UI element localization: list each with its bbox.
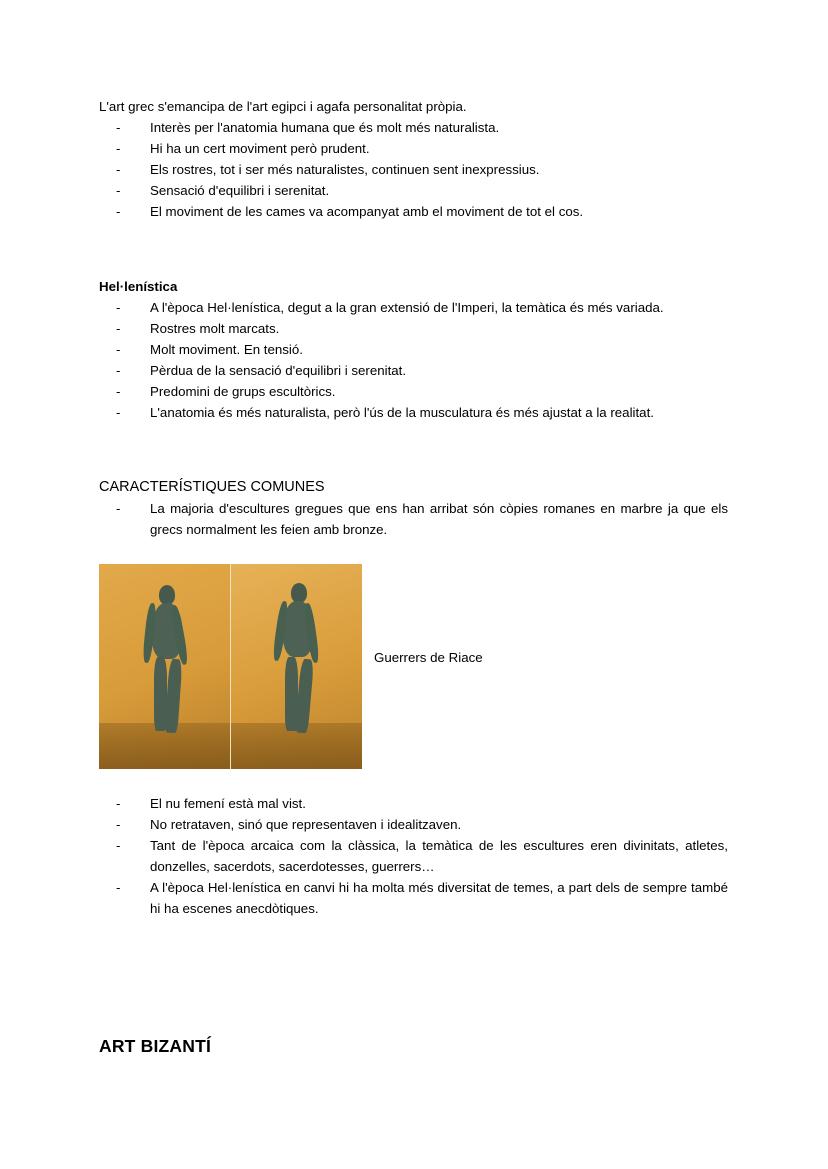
list-item-text: La majoria d'escultures gregues que ens han arribat són còpies romanes en marbre ja que els grecs normalment les feien amb bronze. <box>150 501 728 537</box>
list-item-text: Hi ha un cert moviment però prudent. <box>150 141 370 156</box>
section-title-common: CARACTERÍSTIQUES COMUNES <box>99 479 325 495</box>
list-item <box>99 360 728 381</box>
list-item-text: A l'època Hel·lenística, degut a la gran extensió de l'Imperi, la temàtica és més variada. <box>150 300 664 315</box>
list-item-text: Rostres molt marcats. <box>150 321 280 336</box>
figure-image <box>99 564 362 769</box>
hellenistic-list <box>99 297 728 423</box>
bottom-list <box>99 793 728 919</box>
common-list <box>99 498 728 540</box>
list-item <box>99 318 728 339</box>
list-item-text: No retrataven, sinó que representaven i idealitzaven. <box>150 817 462 832</box>
list-item <box>99 297 728 318</box>
figure-caption: Guerrers de Riace <box>374 650 483 665</box>
list-item-text: Predomini de grups escultòrics. <box>150 384 336 399</box>
heading-art-bizanti: ART BIZANTÍ <box>99 1036 212 1056</box>
statue-head <box>291 583 307 603</box>
figure-image-left-panel <box>99 564 230 769</box>
list-item <box>99 793 728 814</box>
bullet-dash: - <box>116 363 121 378</box>
bullet-dash: - <box>116 183 121 198</box>
intro-paragraph: L'art grec s'emancipa de l'art egipci i agafa personalitat pròpia. <box>99 99 467 114</box>
list-item <box>99 381 728 402</box>
bullet-dash: - <box>116 501 121 516</box>
list-item-text: Molt moviment. En tensió. <box>150 342 303 357</box>
bullet-dash: - <box>116 141 121 156</box>
bullet-dash: - <box>116 204 121 219</box>
spacer <box>99 262 728 276</box>
list-item-text: Tant de l'època arcaica com la clàssica, la temàtica de les escultures eren divinitats, atletes, donzelles, sacerdots, sacerdotesses, guerrers… <box>150 838 728 874</box>
list-item <box>99 117 728 138</box>
list-item <box>99 877 728 919</box>
bullet-dash: - <box>116 162 121 177</box>
list-item <box>99 835 728 877</box>
bullet-dash: - <box>116 838 121 853</box>
list-item-text: A l'època Hel·lenística en canvi hi ha molta més diversitat de temes, a part dels de sempre també hi ha escenes anecdòtiques. <box>150 880 728 916</box>
intro-list <box>99 117 728 222</box>
bullet-dash: - <box>116 384 121 399</box>
list-item-text: Els rostres, tot i ser més naturalistes, continuen sent inexpressius. <box>150 162 540 177</box>
list-item <box>99 180 728 201</box>
bullet-dash: - <box>116 300 121 315</box>
bullet-dash: - <box>116 880 121 895</box>
section-title-hellenistic: Hel·lenística <box>99 279 178 294</box>
list-item <box>99 402 728 423</box>
list-item-text: L'anatomia és més naturalista, però l'ús de la musculatura és més ajustat a la realitat. <box>150 405 654 420</box>
bullet-dash: - <box>116 321 121 336</box>
list-item-text: Pèrdua de la sensació d'equilibri i serenitat. <box>150 363 407 378</box>
spacer <box>99 222 728 262</box>
bullet-dash: - <box>116 817 121 832</box>
list-item <box>99 138 728 159</box>
list-item <box>99 814 728 835</box>
bullet-dash: - <box>116 342 121 357</box>
figure-image-right-panel <box>231 564 362 769</box>
figure-panel-divider <box>230 564 231 769</box>
list-item <box>99 339 728 360</box>
bullet-dash: - <box>116 405 121 420</box>
list-item-text: Interès per l'anatomia humana que és molt més naturalista. <box>150 120 500 135</box>
document-body <box>99 96 728 919</box>
figure-guerrers-de-riace <box>99 564 728 769</box>
list-item-text: Sensació d'equilibri i serenitat. <box>150 183 330 198</box>
bullet-dash: - <box>116 120 121 135</box>
spacer <box>99 463 728 477</box>
list-item <box>99 159 728 180</box>
list-item-text: El moviment de les cames va acompanyat amb el moviment de tot el cos. <box>150 204 584 219</box>
list-item <box>99 498 728 540</box>
list-item <box>99 201 728 222</box>
bullet-dash: - <box>116 796 121 811</box>
list-item-text: El nu femení està mal vist. <box>150 796 306 811</box>
spacer <box>99 423 728 463</box>
statue-head <box>159 585 175 605</box>
